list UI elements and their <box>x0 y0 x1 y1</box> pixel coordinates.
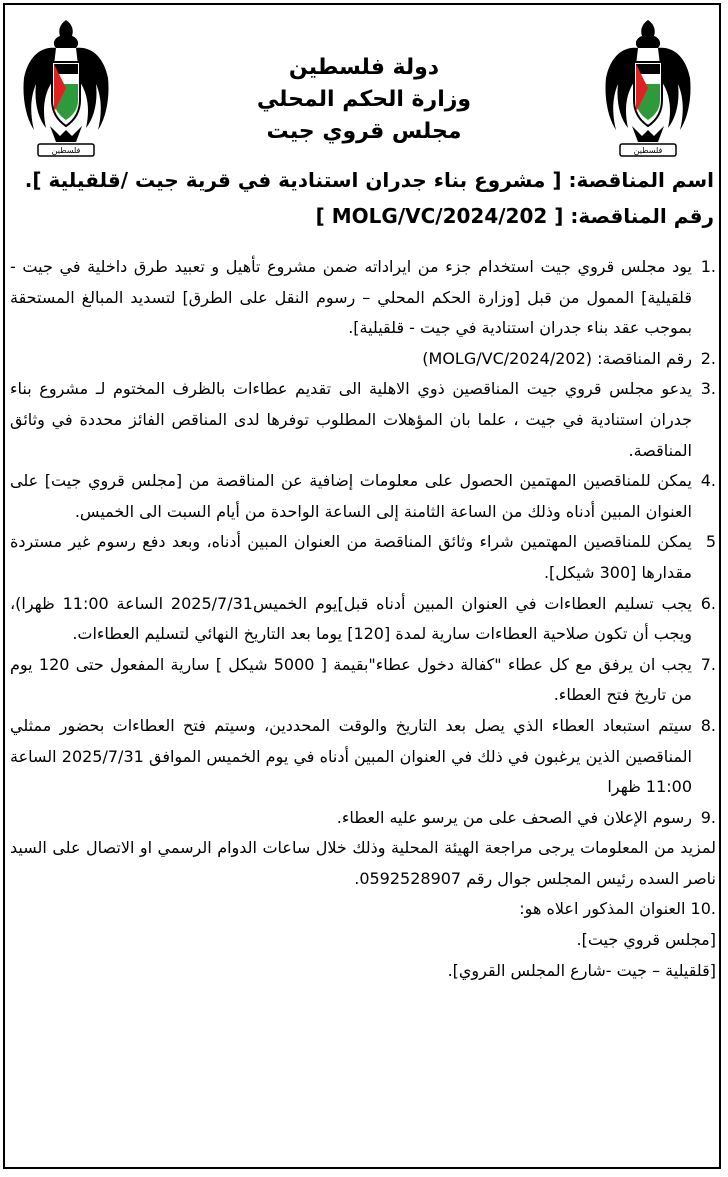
tender-number: رقم المناقصة: [ MOLG/VC/2024/202 ] <box>315 204 714 228</box>
letterhead <box>180 52 548 148</box>
list-item: .3 يدعو مجلس قروي جيت المناقصين ذوي الاهلية الى تقديم عطاءات بالظرف المختوم لـ مشروع بناء جدران استنادية في جيت ، علما بان المؤهلات المطلوب توفرها لدى المناقص الفائز محددة في وثائق المناقصة. <box>10 379 716 460</box>
palestine-eagle-emblem-right <box>602 18 694 160</box>
list-item: .8 سيتم استبعاد العطاء الذي يصل بعد التاريخ والوقت المحددين، وسيتم فتح العطاءات بحضور ممثلي المناقصين الذين يرغبون في ذلك في العنوان المبين أدناه في يوم الخميس الموافق 2025/7/31 الساعة 11:00 ظهرا <box>10 715 716 797</box>
palestine-eagle-emblem-left <box>20 18 112 160</box>
ministry-name: وزارة الحكم المحلي <box>256 87 472 112</box>
svg-text:فلسطين: فلسطين <box>633 146 663 155</box>
list-item: .9 رسوم الإعلان في الصحف على من يرسو عليه العطاء. <box>336 807 716 827</box>
tender-body <box>10 252 716 986</box>
svg-text:فلسطين: فلسطين <box>51 146 81 155</box>
tender-name: اسم المناقصة: [ مشروع بناء جدران استنادية في قرية جيت /قلقيلية ]. <box>24 168 714 192</box>
list-item: .4 يمكن للمناقصين المهتمين الحصول على معلومات إضافية عن المناقصة من [مجلس قروي جيت] على العنوان المبين أدناه وذلك من الساعة الثامنة إلى الساعة الواحدة من أيام السبت الى الخميس. <box>10 471 716 521</box>
state-name: دولة فلسطين <box>288 55 440 80</box>
council-name: مجلس قروي جيت <box>266 119 462 144</box>
list-item: .6 يجب تسليم العطاءات في العنوان المبين أدناه قبل]يوم الخميس2025/7/31 الساعة 11:00 ظهرا)، ويجب أن تكون صلاحية العطاءات سارية لمدة [120] يوما بعد التاريخ النهائي لتسليم العطاءات. <box>10 593 716 644</box>
list-item: .2 رقم المناقصة: (MOLG/VC/2024/202) <box>422 348 716 368</box>
list-item: .1 يود مجلس قروي جيت استخدام جزء من ايراداته ضمن مشروع تأهيل و تعبيد طرق داخلية في جيت - قلقيلية] الممول من قبل [وزارة الحكم المحلي – رسوم النقل على الطرق] لتسديد المبالغ المستحقة بموجب عقد بناء جدران استنادية في جيت - قلقيلية]. <box>10 257 716 338</box>
address-line-1: [مجلس قروي جيت]. <box>576 930 716 950</box>
address-line-2: [قلقيلية – جيت -شارع المجلس القروي]. <box>447 960 716 980</box>
list-item: .7 يجب ان يرفق مع كل عطاء "كفالة دخول عطاء"بقيمة [ 5000 شيكل ] سارية المفعول حتى 120 يوم من تاريخ فتح العطاء. <box>10 654 716 705</box>
address-label: .10 العنوان المذكور اعلاه هو: <box>519 899 716 919</box>
contact-paragraph: لمزيد من المعلومات يرجى مراجعة الهيئة المحلية وذلك خلال ساعات الدوام الرسمي او الاتصال على السيد ناصر السده رئيس المجلس جوال رقم 0592528907. <box>10 838 716 888</box>
list-item: 5 يمكن للمناقصين المهتمين شراء وثائق المناقصة من العنوان المبين أدناه، وبعد دفع رسوم غير مستردة مقدارها [300 شيكل]. <box>10 532 716 582</box>
